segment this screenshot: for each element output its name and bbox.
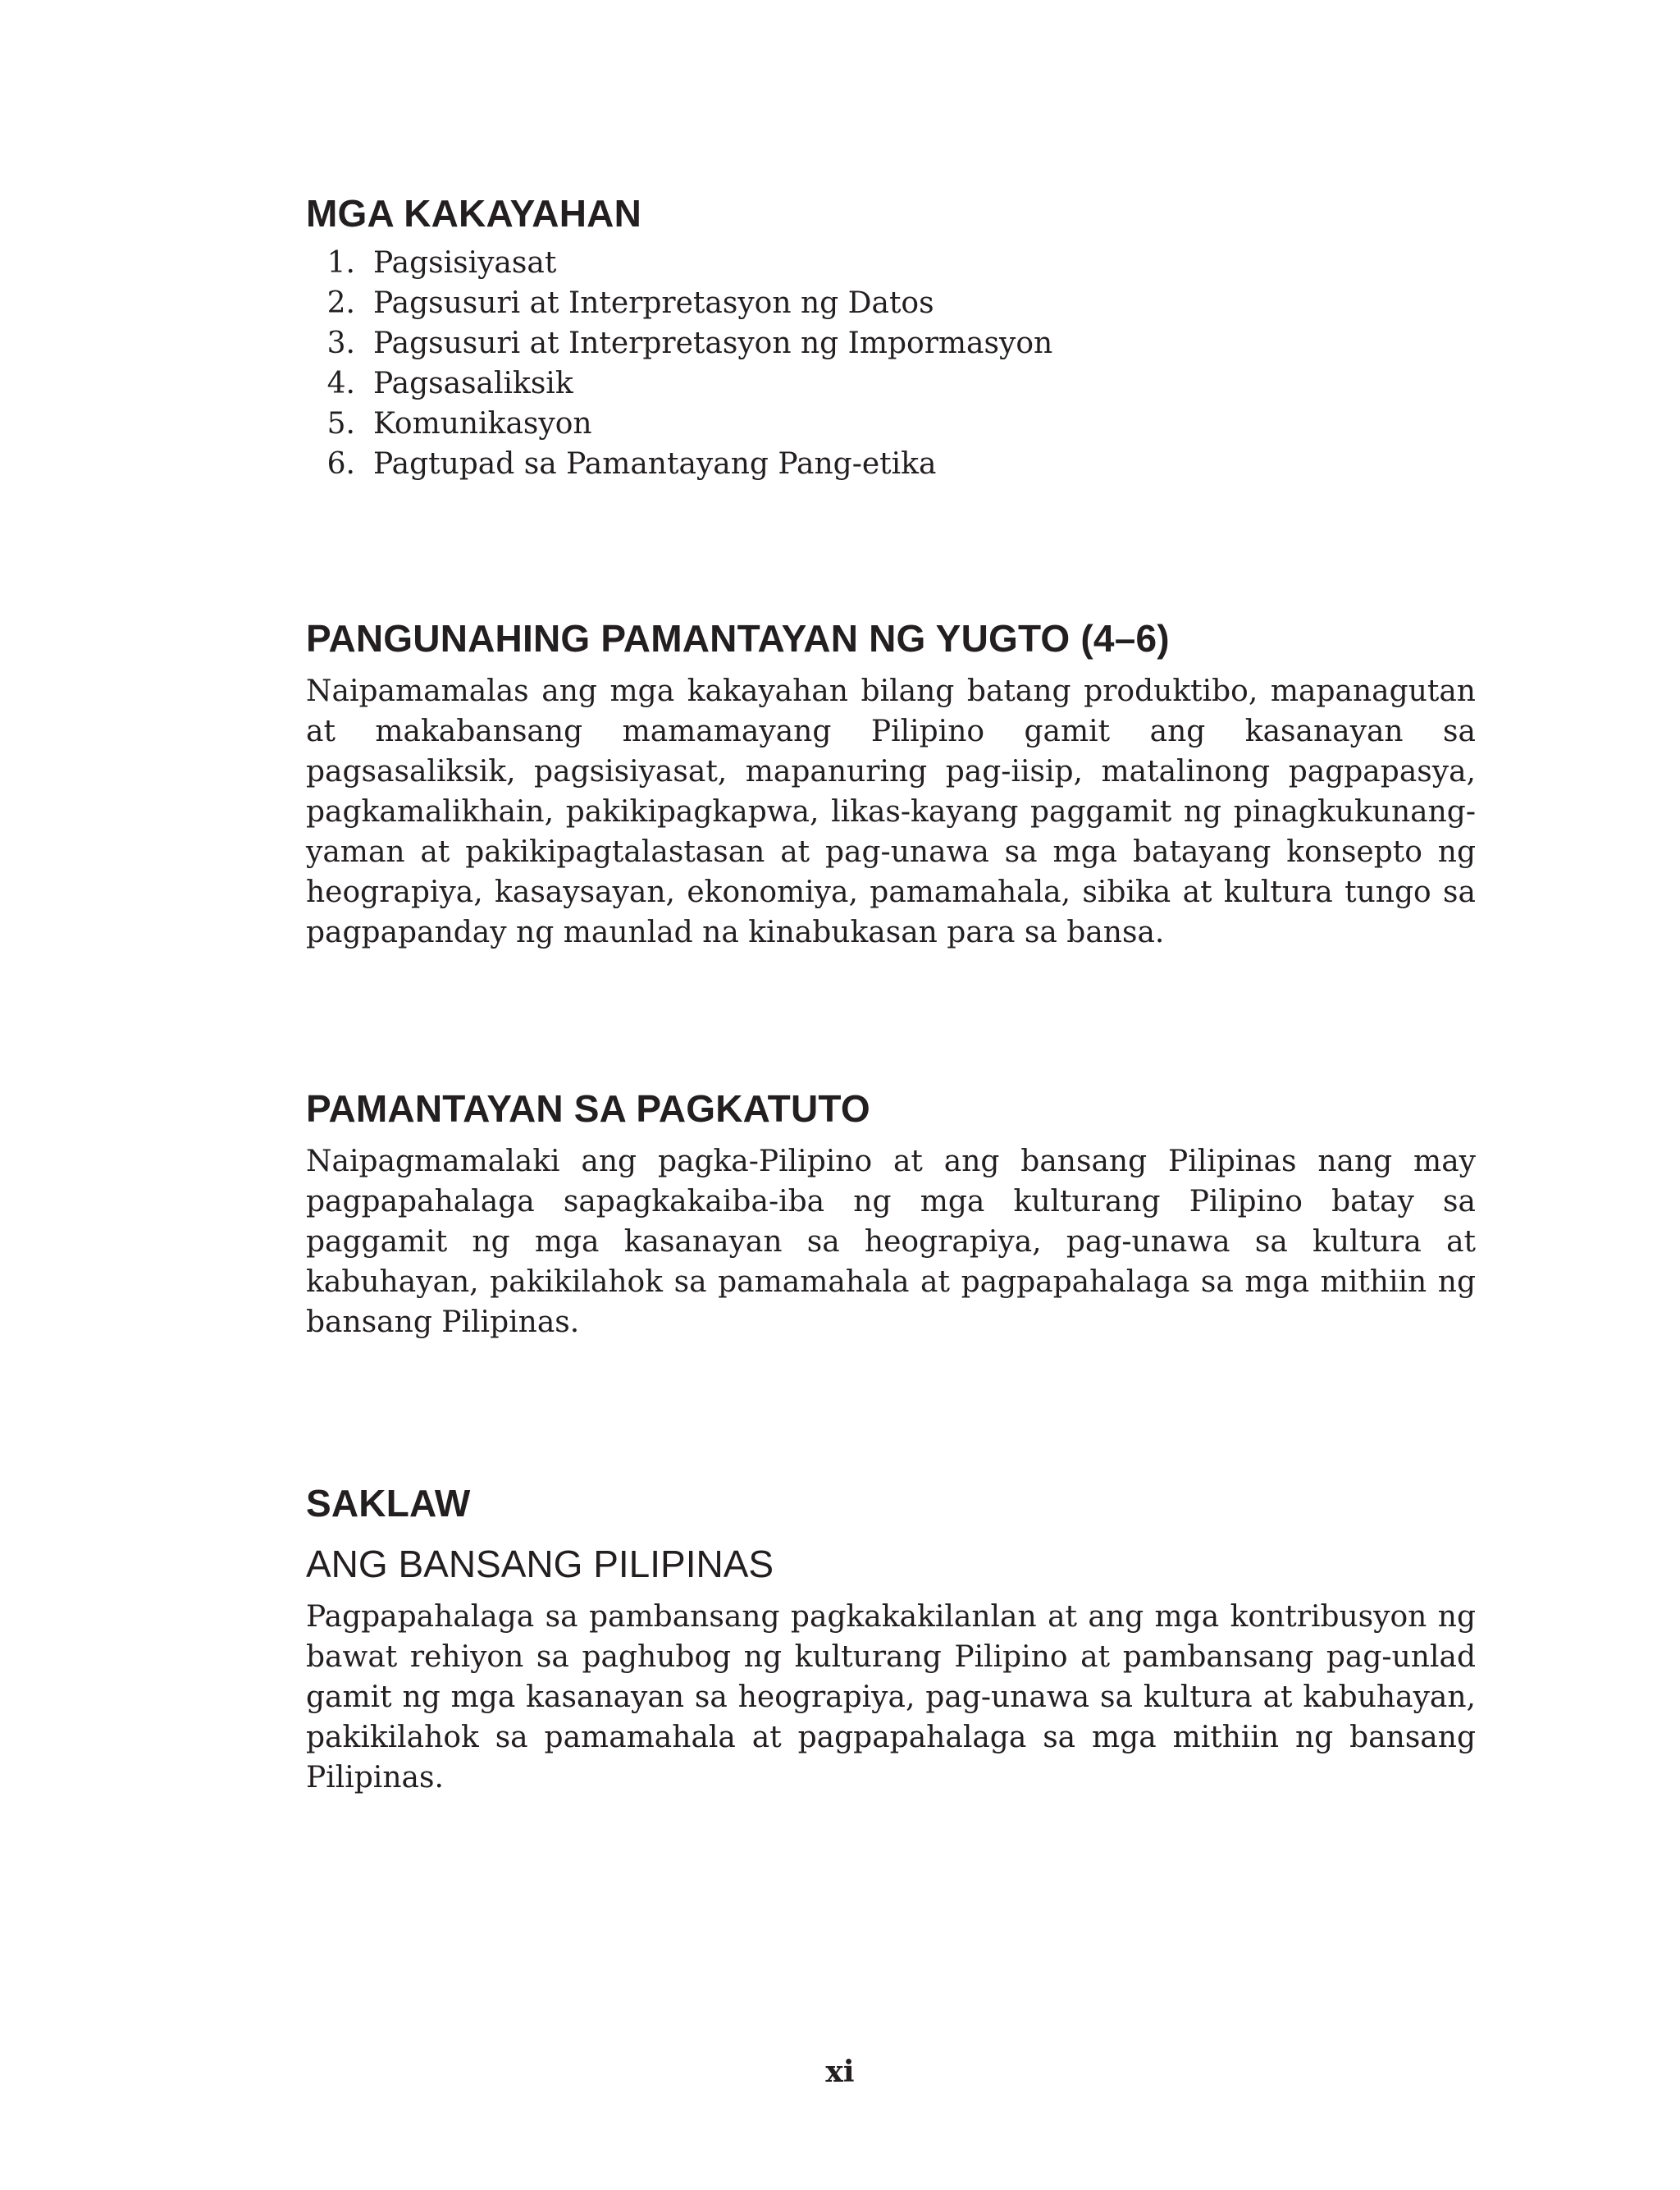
section-subheading-scope: ANG BANSANG PILIPINAS — [306, 1543, 774, 1585]
section-heading-learning-standard: PAMANTAYAN SA PAGKATUTO — [306, 1087, 870, 1130]
section-body-learning-standard: Naipagmamalaki ang pagka-Pilipino at ang bansang Pilipinas nang may pagpapahalaga sapagkakaiba-iba ng mga kulturang Pilipino batay sa paggamit ng mga kasanayan sa heograpiya, pag-unawa sa kultura at kabuhayan, pakikilahok sa pamamahala at pagpapahalaga sa mga mithiin ng bansang Pilipinas. — [306, 1145, 1476, 1339]
section-body-scope: Pagpapahalaga sa pambansang pagkakakilanlan at ang mga kontribusyon ng bawat rehiyon sa paghubog ng kulturang Pilipino at pambansang pag-unlad gamit ng mga kasanayan sa heograpiya, pag-unawa sa kultura at kabuhayan, pakikilahok sa pamamahala at pagpapahalaga sa mga mithiin ng bansang Pilipinas. — [306, 1600, 1476, 1795]
section-heading-skills: MGA KAKAYAHAN — [306, 192, 641, 235]
section-learning-standard — [306, 1086, 1476, 1342]
list-item — [306, 363, 1476, 404]
page-number: xi — [825, 2055, 855, 2089]
list-item-label: Pagsusuri at Interpretasyon ng Datos — [373, 286, 934, 320]
skills-list — [306, 243, 1476, 484]
list-item — [306, 444, 1476, 484]
list-item — [306, 243, 1476, 283]
list-item-number: 6. — [326, 447, 355, 481]
page-content — [306, 190, 1476, 1798]
list-item-number: 2. — [326, 286, 355, 320]
list-item-number: 1. — [326, 246, 355, 280]
section-key-standard — [306, 615, 1476, 953]
list-item-label: Komunikasyon — [373, 407, 592, 441]
section-heading-scope: SAKLAW — [306, 1482, 471, 1525]
section-scope — [306, 1480, 1476, 1798]
section-body-key-standard: Naipamamalas ang mga kakayahan bilang batang produktibo, mapanagutan at makabansang mamamayang Pilipino gamit ang kasanayan sa pagsasaliksik, pagsisiyasat, mapanuring pag-iisip, matalinong pagpapasya, pagkamalikhain, pakikipagkapwa, likas-kayang paggamit ng pinagkukunang-yaman at pakikipagtalastasan at pag-unawa sa mga batayang konsepto ng heograpiya, kasaysayan, ekonomiya, pamamahala, sibika at kultura tungo sa pagpapanday ng maunlad na kinabukasan para sa bansa. — [306, 674, 1476, 949]
list-item-label: Pagtupad sa Pamantayang Pang-etika — [373, 447, 937, 481]
section-skills — [306, 190, 1476, 484]
list-item-label: Pagsisiyasat — [373, 246, 557, 280]
list-item-number: 3. — [326, 327, 355, 360]
list-item-number: 5. — [326, 407, 355, 441]
list-item-label: Pagsasaliksik — [373, 367, 573, 400]
section-heading-key-standard: PANGUNAHING PAMANTAYAN NG YUGTO (4–6) — [306, 617, 1170, 660]
list-item — [306, 283, 1476, 323]
list-item — [306, 404, 1476, 444]
list-item — [306, 323, 1476, 363]
list-item-label: Pagsusuri at Interpretasyon ng Impormasyon — [373, 327, 1053, 360]
list-item-number: 4. — [326, 367, 355, 400]
